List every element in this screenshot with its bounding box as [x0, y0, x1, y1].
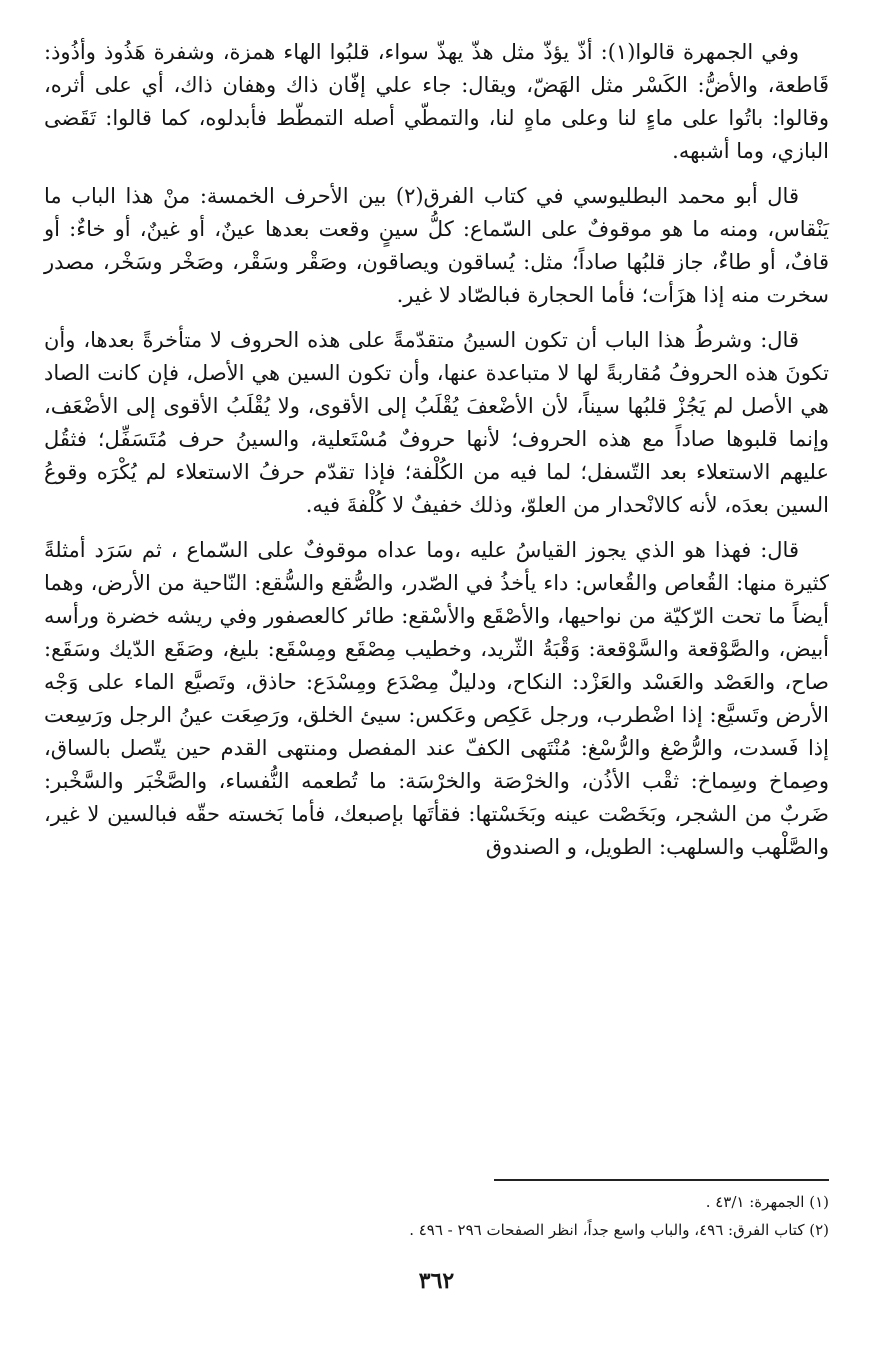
footnotes: [44, 1188, 829, 1244]
paragraph-1: وفي الجمهرة قالوا(١): أذّ يؤذّ مثل هذّ يهذّ سواء، قلبُوا الهاء همزة، وشفرة هَذُوذ وأذُوذ: قَاطعة، والأضُّ: الكَسْر مثل الهَضّ، ويقال: جاء علي إفّان ذاك وهفان ذاك، أي على أثره، وقالوا: باتُوا على ماءٍ لنا وعلى ماهٍ لنا، والتمطّي أصله التمطّط فأبدلوه، كما قالوا: تَقَضى البازي، وما أشبهه.: [44, 40, 829, 163]
footnote-1: (١) الجمهرة: ٤٣/١ .: [705, 1193, 829, 1211]
main-text: [44, 36, 829, 876]
paragraph-3: قال: وشرطُ هذا الباب أن تكون السينُ متقدّمةً على هذه الحروف لا متأخرةً بعدها، وأن تكونَ هذه الحروفُ مُقاربةً لها لا متباعدة عنها، وأن تكون السين هي الأصل، فإن كانت الصاد هي الأصل لم يَجُزْ قلبُها سيناً، لأن الأضْعفَ يُقْلَبُ إلى الأقوى، ولا يُقْلَبُ الأقوى إلى الأضْعَف، وإنما قلبوها صاداً مع هذه الحروف؛ لأنها حروفٌ مُسْتَعلية، والسينُ حرف مُتَسَفِّل؛ فثقُل عليهم الاستعلاء بعد التّسفل؛ لما فيه من الكُلْفة؛ فإذا تقدّم حرفُ الاستعلاء لم يُكْرَه وقوعُ السين بعدَه، لأنه كالانْحدار من العلوّ، وذلك خفيفٌ لا كُلْفةَ فيه.: [44, 328, 829, 517]
footnote-2: (٢) كتاب الفرق: ٤٩٦، والباب واسع جداً، انظر الصفحات ٢٩٦ - ٤٩٦ .: [409, 1221, 829, 1239]
footnote-divider: [494, 1179, 829, 1181]
page-number: ٣٦٢: [418, 1268, 455, 1294]
paragraph-4: قال: فهذا هو الذي يجوز القياسُ عليه ،وما عداه موقوفٌ على السّماع ، ثم سَرَد أمثلةً كثيرة منها: القُعاص والقُعاس: داء يأخذُ في الصّدر، والصُّقع والسُّقع: النّاحية من الأرض، وهما أيضاً ما تحت الرّكيّة من نواحيها، والأصْقَع والأسْقع: طائر كالعصفور وفي ريشه خضرة ورأسه أبيض، والصَّوْقعة والسَّوْقعة: وَقْبَةُ الثّريد، وخطيب مِصْقَع ومِسْقَع: بليغ، وصَقَع الدّيك وسَقَع: صاح، والعَصْد والعَسْد والعَزْد: النكاح، ودليلٌ مِصْدَع ومِسْدَع: حاذق، وتَصيَّع الماء على وَجْه الأرض وتَسيَّع: إذا اضْطرب، ورجل عَكِص وعَكس: سيئ الخلق، ورَصِعَت عينُ الرجل ورَسِعت إذا فَسدت، والرُّصْغ والرُّسْغ: مُنْتَهى الكفّ عند المفصل ومنتهى القدم حين يتّصل بالساق، وصِماخ وسِماخ: ثقْب الأذُن، والخرْصَة والخرْسَة: ما تُطعمه النُّفساء، والصَّخْبَر والسَّخْبر: ضَربٌ من الشجر، وبَخَصْت عينه وبَخَسْتها: فقأتَها بإصبعك، فأما بَخسته حقّه فبالسين لا غير، والصَّلْهب والسلهب: الطويل، و الصندوق: [44, 538, 829, 859]
paragraph-2: قال أبو محمد البطليوسي في كتاب الفرق(٢) بين الأحرف الخمسة: منْ هذا الباب ما يَنْقاس، ومنه ما هو موقوفٌ على السّماع: كلُّ سينٍ وقعت بعدها عينٌ، أو غينٌ، أو خاءٌ: أو قافٌ، أو طاءٌ، جاز قلبُها صاداً؛ مثل: يُساقون ويصاقون، وصَقْر وسَقْر، وصَخْر وسَخْر، مصدر سخرت منه إذا هزَأت؛ فأما الحجارة فبالصّاد لا غير.: [44, 184, 829, 307]
